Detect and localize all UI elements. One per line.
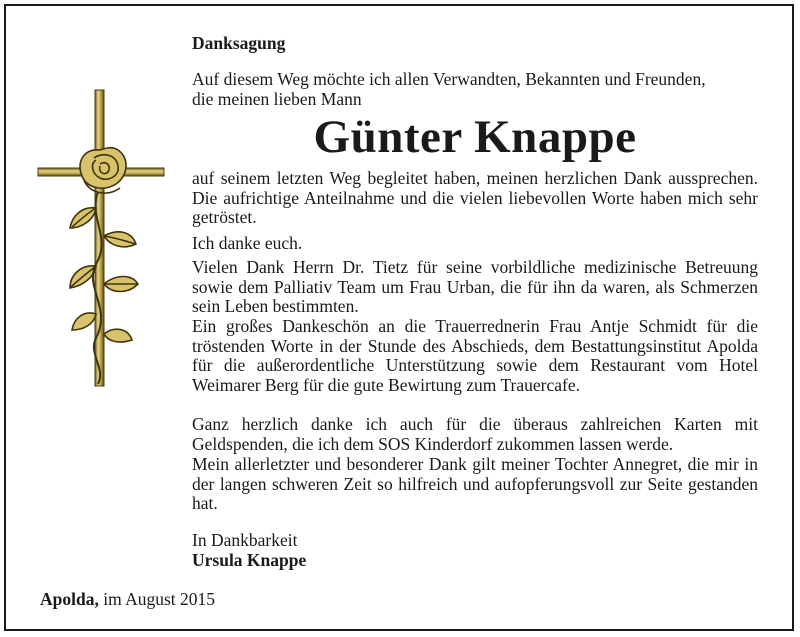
body-paragraph-3 <box>192 258 758 317</box>
notice-heading: Danksagung <box>192 33 286 53</box>
body-paragraph-1 <box>192 169 758 228</box>
paragraph-text: Mein allerletzter und besonderer Dank gilt meiner Tochter Annegret, die mir in der langen schweren Zeit so hilfreich und aufopferungsvoll zur Seite gestanden hat. <box>192 454 758 514</box>
intro-text <box>192 70 706 109</box>
place-name: Apolda, <box>40 589 99 609</box>
body-paragraph-4 <box>192 317 758 395</box>
cross-with-rose-icon <box>36 88 166 388</box>
paragraph-text: Ganz herzlich danke ich auch für die überaus zahlreichen Karten mit Geldspenden, die ich dem SOS Kinderdorf zukommen lassen werde. <box>192 414 758 454</box>
intro-line-1: Auf diesem Weg möchte ich allen Verwandten, Bekannten und Freunden, <box>192 69 706 89</box>
body-paragraph-2 <box>192 234 758 254</box>
paragraph-text: auf seinem letzten Weg begleitet haben, meinen herzlichen Dank aussprechen. Die aufrichtige Anteilnahme und die vielen liebevollen Worte haben mich sehr getröstet. <box>192 168 758 228</box>
closing-block <box>192 530 306 570</box>
intro-line-2: die meinen lieben Mann <box>192 88 362 109</box>
closing-phrase: In Dankbarkeit <box>192 530 298 550</box>
deceased-name: Günter Knappe <box>313 111 637 163</box>
signature: Ursula Knappe <box>192 550 307 570</box>
date-text: im August 2015 <box>98 589 216 609</box>
paragraph-text: Vielen Dank Herrn Dr. Tietz für seine vorbildliche medizinische Betreuung sowie dem Palliativ Team um Frau Urban, die für ihn da waren, als Schmerzen sein Leben bestimmten. <box>192 257 758 317</box>
paragraph-text: Ein großes Dankeschön an die Trauerrednerin Frau Antje Schmidt für die tröstenden Worte in der Stunde des Abschieds, dem Bestattungsinstitut Apolda für die außerordentliche Unterstützung sowie dem Restaurant vom Hotel Weimarer Berg für die gute Bewirtung zum Trauercafe. <box>192 316 758 395</box>
body-paragraph-6 <box>192 455 758 514</box>
place-date <box>40 589 215 610</box>
body-paragraph-5 <box>192 415 758 454</box>
paragraph-text: Ich danke euch. <box>192 233 303 253</box>
